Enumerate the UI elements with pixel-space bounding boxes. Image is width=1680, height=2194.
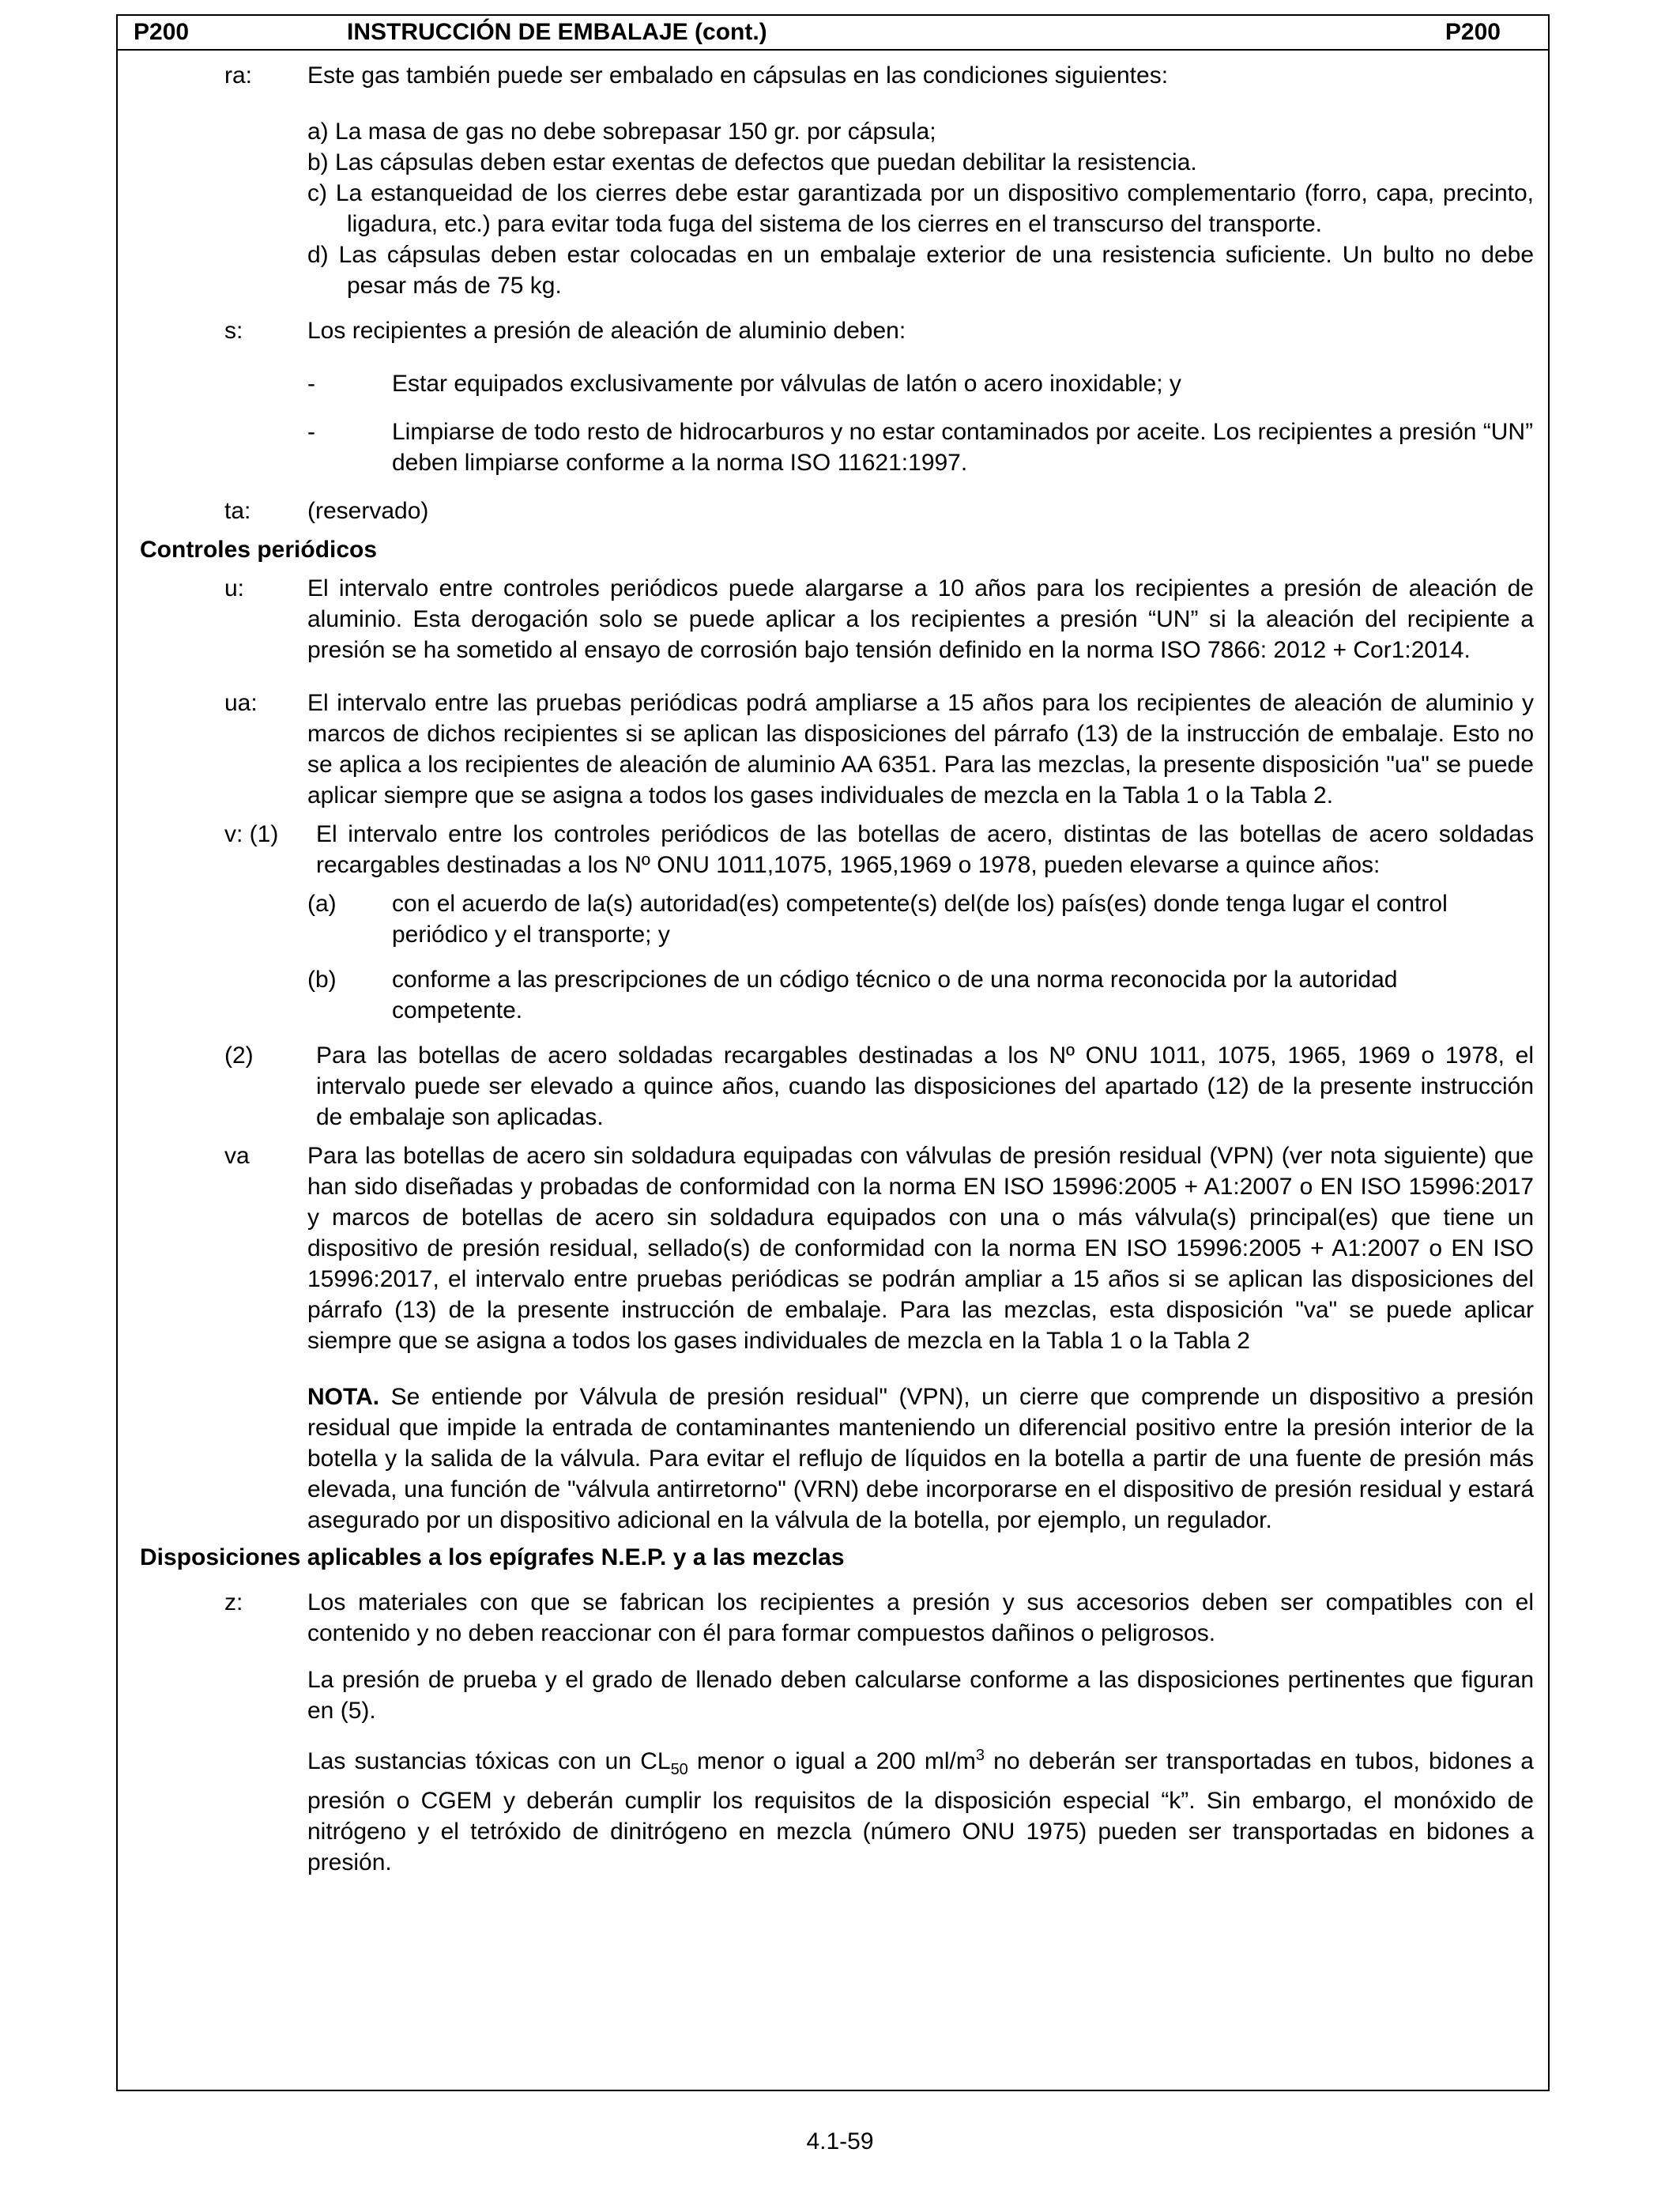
dash-item [307, 417, 1534, 478]
note-paragraph [307, 1382, 1534, 1536]
provision-text: (reservado) [307, 498, 429, 524]
list-item: b) Las cápsulas deben estar exentas de defectos que puedan debilitar la resistencia. [307, 149, 1197, 175]
provision-s [118, 315, 1548, 346]
dash-mark: - [307, 419, 315, 445]
item-mark: (a) [307, 891, 337, 917]
dash-text: Limpiarse de todo resto de hidrocarburos y no estar contaminados por aceite. Los recipientes a presión “UN” deben limpiarse conforme a la norma ISO 11621:1997. [392, 419, 1534, 476]
section-heading: Controles periódicos [140, 537, 378, 563]
provision-label: z: [224, 1589, 243, 1615]
provision-text: El intervalo entre los controles periódicos de las botellas de acero, distintas de las botellas de acero soldadas recargables destinadas a los Nº ONU 1011,1075, 1965,1969 o 1978, pueden elevarse a quince años: [316, 821, 1534, 878]
note-label: NOTA. [307, 1384, 380, 1410]
item-text: conforme a las prescripciones de un código técnico o de una norma reconocida por la autoridad competente. [392, 967, 1398, 1023]
provision-ra [118, 60, 1548, 91]
provision-label: v: (1) [224, 821, 279, 847]
provision-text: El intervalo entre las pruebas periódicas podrá ampliarse a 15 años para los recipientes de aleación de aluminio y marcos de dichos recipientes si se aplican las disposiciones del párrafo (13) de la instrucción de embalaje. Esto no se aplica a los recipientes de aleación de aluminio AA 6351. Para las mezclas, la presente disposición "ua" se puede aplicar siempre que se asigna a todos los gases individuales de mezcla en la Tabla 1 o la Tabla 2. [307, 690, 1534, 809]
provision-label: ua: [224, 690, 258, 716]
provision-ua [118, 688, 1548, 811]
provision-label: ra: [224, 62, 253, 89]
dash-item [307, 368, 1534, 399]
item-mark: (b) [307, 967, 337, 993]
text-run: menor o igual a 200 ml/m [687, 1748, 976, 1774]
provision-va [118, 1140, 1548, 1356]
item-text: con el acuerdo de la(s) autoridad(es) competente(s) del(de los) país(es) donde tenga lugar el control periódico y el transporte; y [392, 891, 1448, 948]
dash-mark: - [307, 371, 315, 397]
provision-ta [118, 496, 1548, 526]
note-text: Se entiende por Válvula de presión residual" (VPN), un cierre que comprende un dispositivo a presión residual que impide la entrada de contaminantes manteniendo un diferencial positivo entre la presión interior de la botella y la salida de la válvula. Para evitar el reflujo de líquidos en la botella a partir de una fuente de presión más elevada, una función de "válvula antirretorno" (VRN) debe incorporarse en el dispositivo de presión residual y estará asegurado por un dispositivo adicional en la válvula de la botella, por ejemplo, un regulador. [307, 1384, 1534, 1533]
instruction-body [118, 60, 1548, 1878]
list-item: d) Las cápsulas deben estar colocadas en un embalaje exterior de una resistencia suficiente. Un bulto no debe pesar más de 75 kg. [307, 242, 1534, 299]
provision-text: La presión de prueba y el grado de llenado deben calcularse conforme a las disposiciones pertinentes que figuran en (5). [307, 1667, 1534, 1724]
provision-text: Para las botellas de acero soldadas recargables destinadas a los Nº ONU 1011, 1075, 1965, 1969 o 1978, el intervalo puede ser elevado a quince años, cuando las disposiciones del apartado (12) de la presente instrucción de embalaje son aplicadas. [316, 1042, 1534, 1130]
list-item: c) La estanqueidad de los cierres debe estar garantizada por un dispositivo complementario (forro, capa, precinto, ligadura, etc.) para evitar toda fuga del sistema de los cierres en el transcurso del transporte. [307, 180, 1534, 237]
instruction-frame [116, 14, 1550, 2091]
text-run: no deberán ser transportadas en tubos, bidones a presión o CGEM y deberán cumplir los requisitos de la disposición especial “k”. Sin embargo, el monóxido de nitrógeno y el tetróxido de dinitrógeno en mezcla (número ONU 1975) pueden ser transportadas en bidones a presión. [307, 1748, 1534, 1875]
text-run: Las sustancias tóxicas con un CL [307, 1748, 671, 1774]
list-item: a) La masa de gas no debe sobrepasar 150 gr. por cápsula; [307, 119, 936, 145]
provision-v2 [118, 1040, 1548, 1133]
provision-label: u: [224, 575, 245, 601]
provision-z [118, 1587, 1548, 1649]
header-title: INSTRUCCIÓN DE EMBALAJE (cont.) [347, 19, 767, 45]
provision-u [118, 573, 1548, 665]
provision-text: El intervalo entre controles periódicos puede alargarse a 10 años para los recipientes a presión de aleación de aluminio. Esta derogación solo se puede aplicar a los recipientes a presión “UN” si la aleación del recipiente a presión se ha sometido al ensayo de corrosión bajo tensión definido en la norma ISO 7866: 2012 + Cor1:2014. [307, 575, 1534, 663]
provision-label: va [224, 1143, 250, 1169]
provision-v1 [118, 819, 1548, 880]
header-code-right: P200 [1445, 19, 1501, 45]
provision-text: Los materiales con que se fabrican los recipientes a presión y sus accesorios deben ser compatibles con el contenido y no deben reaccionar con él para formar compuestos dañinos o peligrosos. [307, 1589, 1534, 1646]
superscript: 3 [975, 1747, 985, 1764]
section-heading: Disposiciones aplicables a los epígrafes N.E.P. y a las mezclas [140, 1544, 845, 1570]
subscript: 50 [670, 1761, 688, 1778]
provision-text: Este gas también puede ser embalado en cápsulas en las condiciones siguientes: [307, 62, 1169, 89]
provision-text-toxic [307, 1740, 1534, 1878]
provision-label: ta: [224, 498, 251, 524]
provision-label: (2) [224, 1042, 254, 1069]
list-item [307, 888, 1534, 950]
list-item [307, 964, 1534, 1026]
header-code-left: P200 [134, 19, 190, 45]
provision-label: s: [224, 318, 243, 344]
provision-text: Los recipientes a presión de aleación de aluminio deben: [307, 318, 906, 344]
provision-text: Para las botellas de acero sin soldadura equipadas con válvulas de presión residual (VPN) (ver nota siguiente) que han sido diseñadas y probadas de conformidad con la norma EN ISO 15996:2005 + A1:2007 o EN ISO 15996:2017 y marcos de botellas de acero sin soldadura equipados con una o más válvula(s) principal(es) que tiene un dispositivo de presión residual, sellado(s) de conformidad con la norma EN ISO 15996:2005 + A1:2007 o EN ISO 15996:2017, el intervalo entre pruebas periódicas se podrán ampliar a 15 años si se aplican las disposiciones del párrafo (13) de la presente instrucción de embalaje. Para las mezclas, esta disposición "va" se puede aplicar siempre que se asigna a todos los gases individuales de mezcla en la Tabla 1 o la Tabla 2 [307, 1143, 1534, 1354]
dash-text: Estar equipados exclusivamente por válvulas de latón o acero inoxidable; y [392, 371, 1181, 397]
page-number: 4.1-59 [806, 2128, 874, 2154]
header-row [118, 16, 1548, 51]
